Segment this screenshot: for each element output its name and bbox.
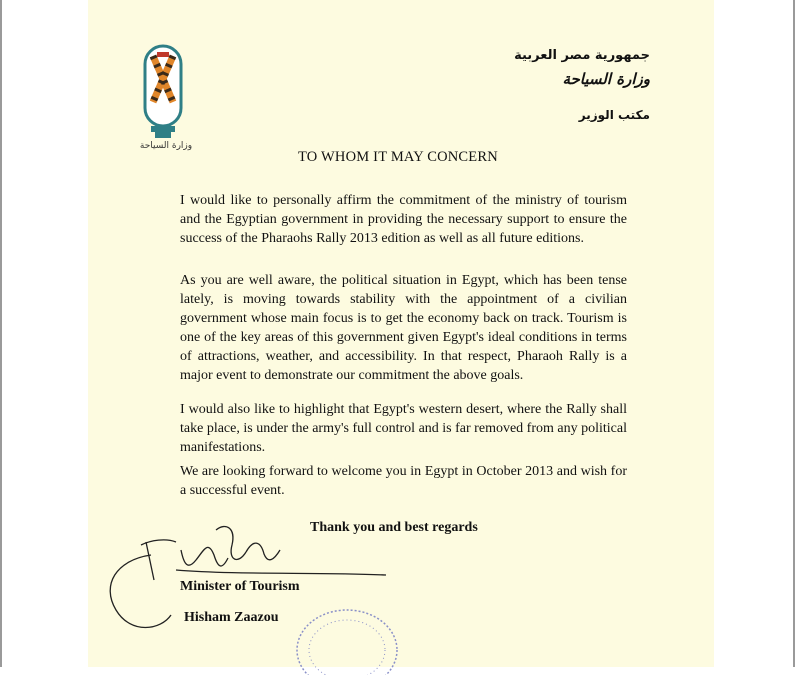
letterhead-ministry: وزارة السياحة — [562, 70, 650, 88]
signer-name: Hisham Zaazou — [184, 610, 279, 625]
paragraph-1: I would like to personally affirm the commitment of the ministry of tourism and the Egyptian government in providing the necessary support to ensure the success of the Pharaohs Rally 2013 edition as well as all future editions. — [180, 193, 627, 246]
official-stamp — [292, 595, 402, 675]
signer-title: Minister of Tourism — [180, 579, 300, 594]
paragraph-3: I would also like to highlight that Egypt's western desert, where the Rally shall take place, is under the army's full control and is far removed from any political manifestations. — [180, 402, 627, 455]
paragraph-2: As you are well aware, the political situation in Egypt, which has been tense lately, is moving towards stability with the appointment of a civilian government whose main focus is to get the economy back on track. Tourism is one of the key areas of this government given Egypt's ideal conditions in terms of attractions, weather, and accessibility. In that respect, Pharaoh Rally is a major event to demonstrate our commitment the above goals. — [180, 273, 627, 383]
paragraph-4: We are looking forward to welcome you in Egypt in October 2013 and wish for a successful event. — [180, 464, 627, 498]
window-border-left — [0, 0, 2, 667]
logo-caption: وزارة السياحة — [139, 141, 193, 151]
letterhead-country: جمهورية مصر العربية — [514, 48, 650, 63]
letter-heading: TO WHOM IT MAY CONCERN — [298, 149, 498, 165]
closing-line: Thank you and best regards — [310, 520, 478, 535]
letterhead-office: مكتب الوزير — [578, 108, 650, 122]
window-border-right — [793, 0, 795, 667]
ministry-logo-icon — [138, 42, 188, 140]
